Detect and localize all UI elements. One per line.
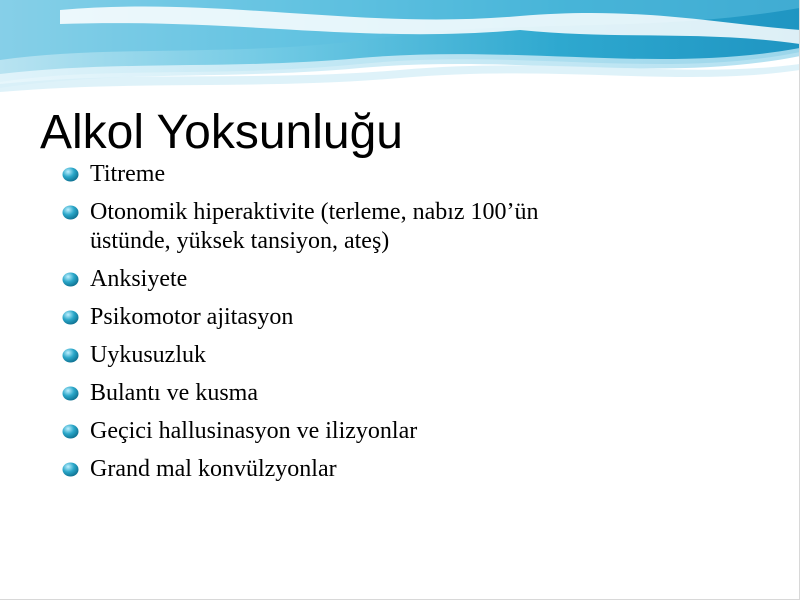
- list-item: [62, 303, 762, 332]
- list-item: [62, 265, 762, 294]
- bullet-text: Uykusuzluk: [90, 342, 206, 368]
- bullet-text: Bulantı ve kusma: [90, 380, 258, 406]
- bullet-text: Otonomik hiperaktivite (terleme, nabız 100’ün: [90, 199, 539, 225]
- sphere-bullet-icon: [62, 348, 79, 363]
- bullet-text: Anksiyete: [90, 266, 188, 292]
- sphere-bullet-icon: [62, 167, 79, 182]
- sphere-bullet-icon: [62, 272, 79, 287]
- bullet-text: Geçici hallusinasyon ve ilizyonlar: [90, 418, 418, 444]
- slide-title: Alkol Yoksunluğu: [40, 106, 403, 159]
- list-item: [62, 379, 762, 408]
- wave-header-decoration: [0, 0, 800, 95]
- bullet-text: Titreme: [90, 161, 166, 187]
- sphere-bullet-icon: [62, 386, 79, 401]
- sphere-bullet-icon: [62, 424, 79, 439]
- bullet-text: Grand mal konvülzyonlar: [90, 456, 337, 482]
- list-item: [62, 160, 762, 189]
- bullet-list: [62, 160, 762, 493]
- list-item: [62, 341, 762, 370]
- list-item: [62, 455, 762, 484]
- list-item: [62, 417, 762, 446]
- sphere-bullet-icon: [62, 310, 79, 325]
- bullet-text-continuation: üstünde, yüksek tansiyon, ateş): [90, 228, 390, 254]
- sphere-bullet-icon: [62, 462, 79, 477]
- bullet-text: Psikomotor ajitasyon: [90, 304, 294, 330]
- sphere-bullet-icon: [62, 205, 79, 220]
- list-item: [62, 198, 762, 256]
